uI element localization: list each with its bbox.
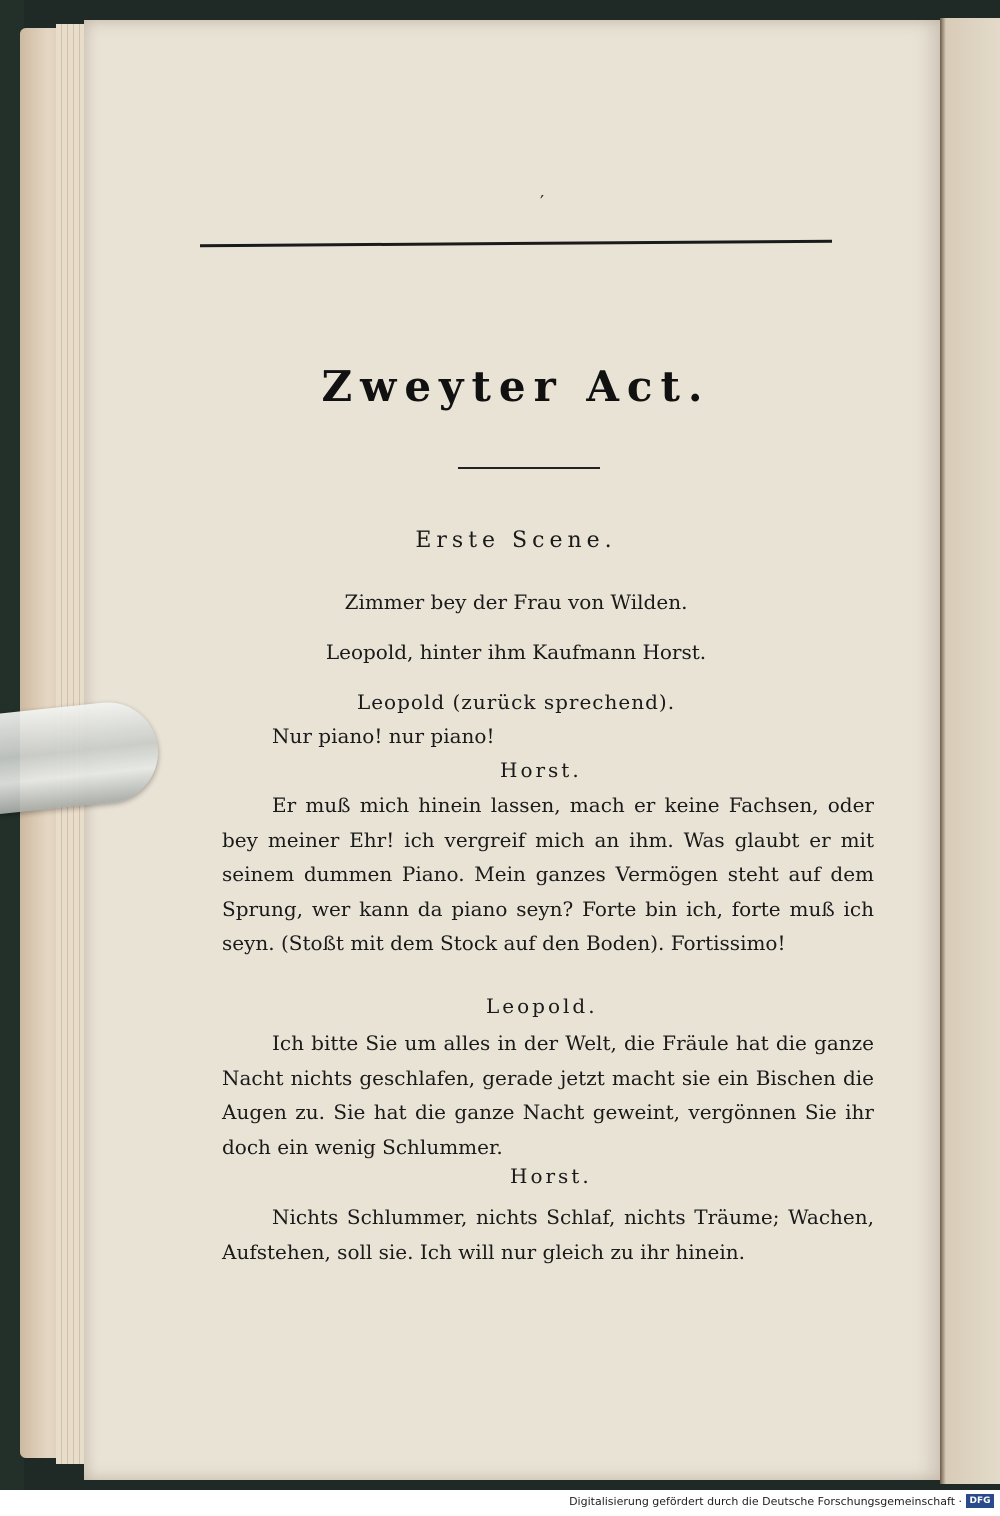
page-mark: ′ [540,192,545,213]
speech-leopold-2-text: Ich bitte Sie um alles in der Welt, die Fräule hat die ganze Nacht nichts geschlafen, gerade jetzt macht sie ein Bischen die Augen zu. Sie hat die ganze Nacht geweint, vergönnen Sie ihr doch ein wenig Schlummer. [222,1031,874,1159]
speech-leopold-1: Nur piano! nur piano! [272,724,495,748]
speaker-horst-2: Horst. [510,1164,592,1188]
speaker-leopold-1: Leopold (zurück sprechend). [356,690,676,714]
speaker-leopold-2: Leopold. [486,994,598,1018]
facing-page-edge [940,18,1000,1484]
title-rule [458,467,600,469]
setting-line: Zimmer bey der Frau von Wilden. [344,590,688,614]
speech-horst-2-text: Nichts Schlummer, nichts Schlaf, nichts Träume; Wachen, Aufstehen, soll sie. Ich will nur gleich zu ihr hinein. [222,1205,874,1264]
characters-line: Leopold, hinter ihm Kaufmann Horst. [325,640,707,664]
scene-title: Erste Scene. [415,528,617,553]
speech-horst-2 [222,1200,874,1269]
act-title: Zweyter Act. [321,362,711,411]
speech-horst-1 [222,788,874,961]
speaker-horst-1: Horst. [500,758,582,782]
speech-leopold-2 [222,1026,874,1164]
footer-credit: Digitalisierung gefördert durch die Deutsche Forschungsgemeinschaft · [569,1495,962,1508]
dfg-logo-icon: DFG [966,1494,994,1508]
speech-horst-1-text: Er muß mich hinein lassen, mach er keine Fachsen, oder bey meiner Ehr! ich vergreif mich an ihm. Was glaubt er mit seinem dummen Piano. Mein ganzes Vermögen steht auf dem Sprung, wer kann da piano seyn? Forte bin ich, forte muß ich seyn. (Stoßt mit dem Stock auf den Boden). Fortissimo! [222,793,874,955]
